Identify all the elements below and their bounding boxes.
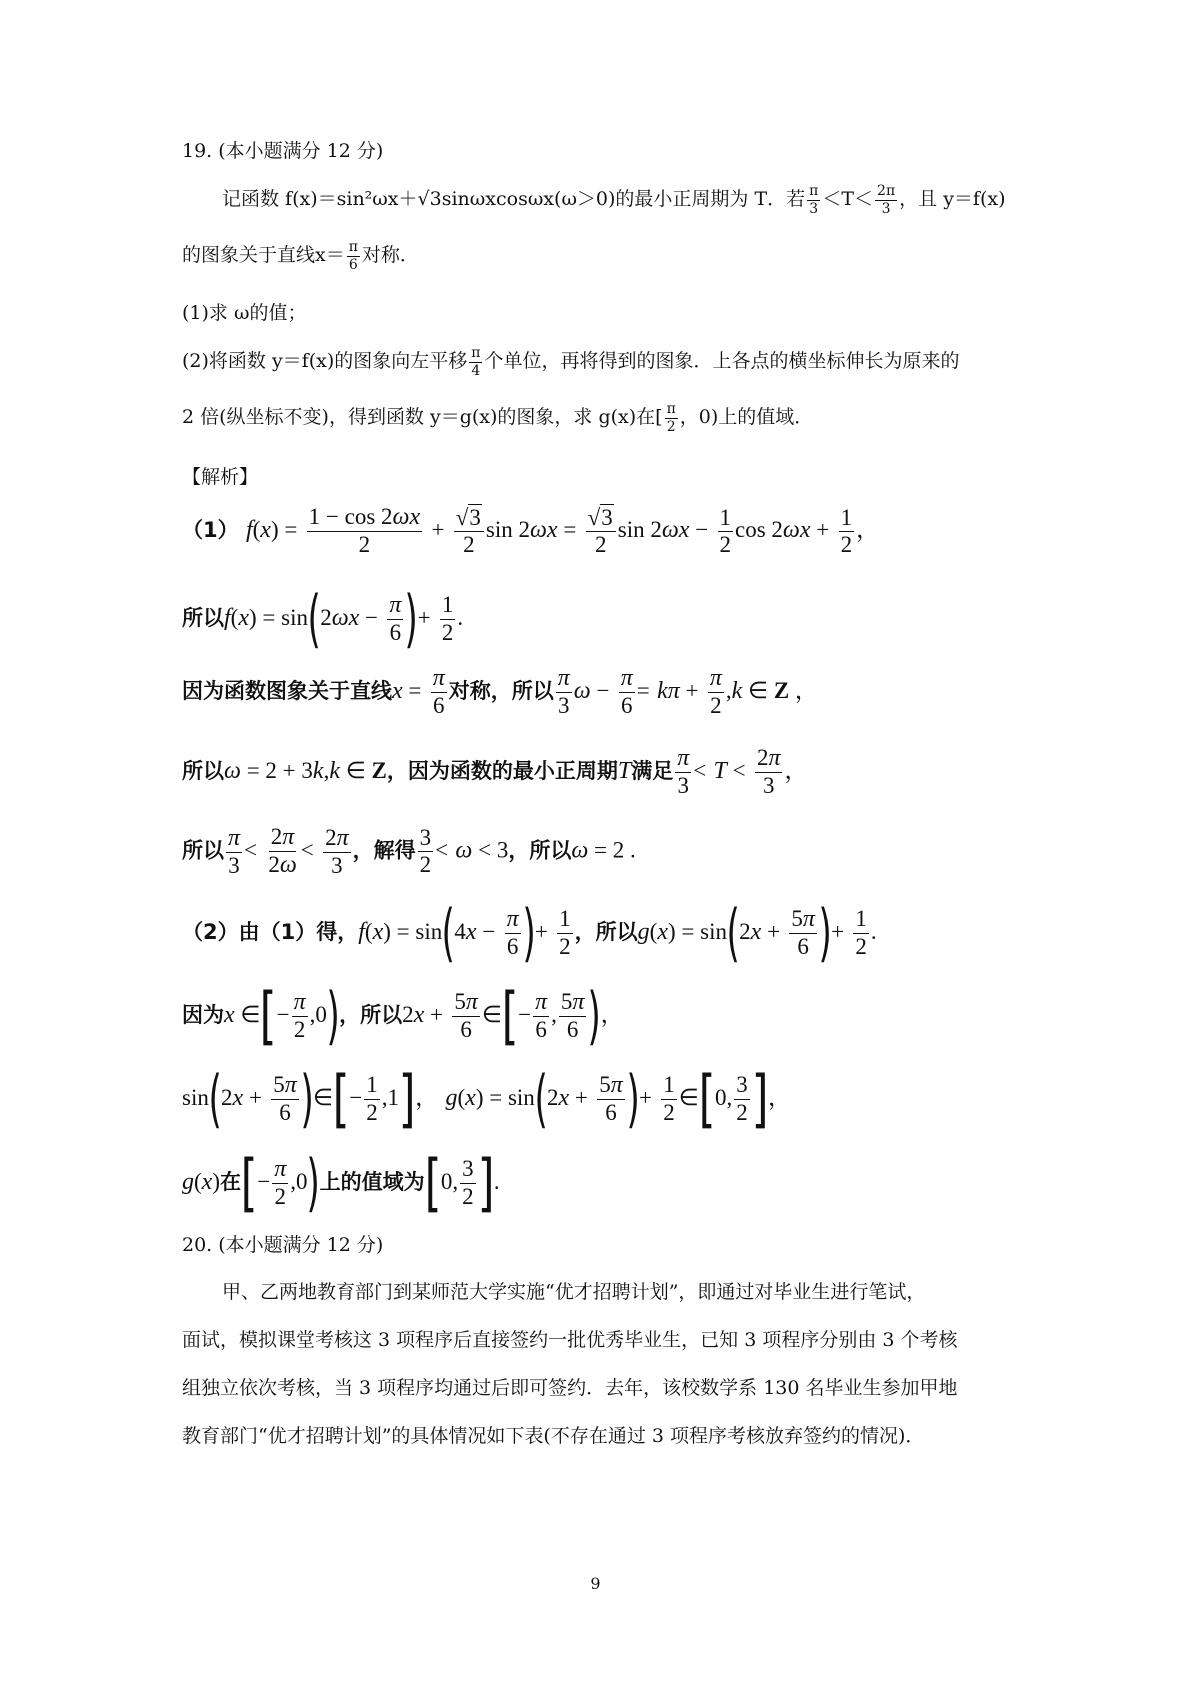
- solution-line-3: 因为函数图象关于直线x = $\frac{\pi}{6}$ 对称，所以 $\frac{\pi}{3}$ ω − $\frac{\pi}{6}$ = kπ + $\frac{\pi}{2}$ ,k ∈ Z ，: [182, 665, 818, 719]
- sol-s9-b: 上的值域为: [319, 1170, 425, 1194]
- fraction-pi-over-3: $\frac{\pi}{3}$: [809, 183, 819, 217]
- q19-l2-b: 对称．: [361, 244, 419, 267]
- sol-s7-b: ，所以: [339, 1003, 403, 1027]
- q19-part2-d: ，0)上的值域．: [679, 406, 814, 429]
- fraction-2pi-over-3: $\frac{2\pi}{3}$: [877, 183, 896, 217]
- sol-s2-pre: 所以: [182, 606, 224, 630]
- q19-header: 19. (本小题满分 12 分): [182, 140, 384, 162]
- sol-s5-b: ，解得: [352, 838, 416, 863]
- sqrt-symbol: √: [417, 188, 430, 211]
- sol-s7-a: 因为: [182, 1003, 224, 1027]
- q20-paragraph-line-4: 教育部门“优才招聘计划”的具体情况如下表(不存在通过 3 项程序考核放弃签约的情况)．: [182, 1425, 925, 1447]
- q19-part2-c: 2 倍(纵坐标不变)，得到函数 y＝g(x)的图象，求 g(x)在[: [182, 406, 663, 429]
- analysis-label: 【解析】: [182, 466, 259, 488]
- sol-s5-a: 所以: [182, 838, 224, 863]
- fraction-pi-over-6: $\frac{\pi}{6}$: [348, 239, 358, 273]
- q19-stem-d: ，且 y＝f(x): [899, 188, 1006, 211]
- q19-part-2-line-2: [182, 402, 813, 434]
- page-number: 9: [590, 1574, 601, 1593]
- solution-line-4: 所以ω = 2 + 3k,k ∈ Z，因为函数的最小正周期T满足 $\frac{\pi}{3}$ < T < $\frac{2\pi}{3}$ ，: [182, 745, 808, 799]
- sol-s5-c: ，所以: [508, 838, 572, 863]
- q20-paragraph-line-2: 面试，模拟课堂考核这 3 项程序后直接签约一批优秀毕业生，已知 3 项程序分别由 3 个考核: [182, 1329, 958, 1351]
- q19-part-2-line-1: [182, 346, 959, 378]
- fraction-pi-over-4: $\frac{\pi}{4}$: [471, 345, 481, 379]
- sol-s4-b: ，因为函数的最小正周期: [386, 759, 618, 784]
- fraction-pi-over-2: $\frac{\pi}{2}$: [666, 401, 676, 435]
- q19-stem-c: ＜T＜: [822, 188, 874, 211]
- solution-line-7: 因为x ∈[− $\frac{\pi}{2}$ ,0)，所以2x + $\frac{5\pi}{6}$ ∈[− $\frac{\pi}{6}$ , $\frac{5\pi}{6}$ )，: [182, 979, 624, 1052]
- sol-s3-b: 对称，所以: [448, 679, 554, 704]
- sol-s6-b: ，所以: [574, 920, 638, 944]
- q19-stem-line-1: [222, 184, 1006, 216]
- sol-part1-label: （1）: [182, 518, 239, 543]
- sol-s4-c: 满足: [631, 759, 674, 784]
- q19-part2-b: 个单位，再将得到的图象．上各点的横坐标伸长为原来的: [484, 350, 960, 373]
- q19-l2-a: 的图象关于直线x＝: [182, 244, 345, 267]
- solution-line-2: 所以f(x) = sin(2ωx − $\frac{\pi}{6}$ )+ $\frac{1}{2}$ .: [182, 582, 464, 655]
- q20-paragraph-line-1: 甲、乙两地教育部门到某师范大学实施“优才招聘计划”，即通过对毕业生进行笔试，: [222, 1281, 926, 1303]
- q19-stem-line-2: [182, 240, 419, 272]
- q19-part2-a: (2)将函数 y＝f(x)的图象向左平移: [182, 350, 468, 373]
- q19-stem-b: 3sinωxcosωx(ω＞0)的最小正周期为 T．若: [429, 188, 806, 211]
- sol-s4-a: 所以: [182, 759, 224, 784]
- q19-part-1: (1)求 ω的值；: [182, 302, 307, 324]
- solution-line-9: g(x)在[− $\frac{\pi}{2}$ ,0)上的值域为[0, $\frac{3}{2}$ ].: [182, 1146, 500, 1219]
- q20-header: 20. (本小题满分 12 分): [182, 1234, 384, 1256]
- sol-s6-a: （2）由（1）得，: [182, 920, 359, 944]
- q20-paragraph-line-3: 组独立依次考核，当 3 项程序均通过后即可签约．去年，该校数学系 130 名毕业生参加甲地: [182, 1377, 958, 1399]
- solution-line-5: 所以 $\frac{\pi}{3}$ < $\frac{2\pi}{2\omega}$ < $\frac{2\pi}{3}$ ，解得 $\frac{3}{2}$ < ω < 3，所以ω = 2 .: [182, 824, 636, 879]
- solution-line-6: （2）由（1）得，f(x) = sin(4x − $\frac{\pi}{6}$ )+ $\frac{1}{2}$ ，所以g(x) = sin(2x + $\frac{5\pi}{6}$ )+ $\frac{1}{2}$ .: [182, 896, 877, 969]
- solution-line-8: sin(2x + $\frac{5\pi}{6}$ )∈[− $\frac{1}{2}$ ,1]， g(x) = sin(2x + $\frac{5\pi}{6}$ )+ $\frac{1}{2}$ ∈[0, $\frac{3}{2}$ ]，: [182, 1062, 791, 1135]
- q19-stem-a: 记函数 f(x)＝sin²ωx＋: [222, 188, 418, 211]
- sol-s3-a: 因为函数图象关于直线: [182, 679, 392, 704]
- solution-line-1: （1） f(x) = $\frac{1 - \cos 2\omega x}{2}$ + $\frac{√3}{2}$ sin 2ωx = $\frac{√3}{2}$ sin 2ωx − $\frac{1}{2}$ cos 2ωx + $\frac{1}{2}$ ，: [182, 504, 880, 558]
